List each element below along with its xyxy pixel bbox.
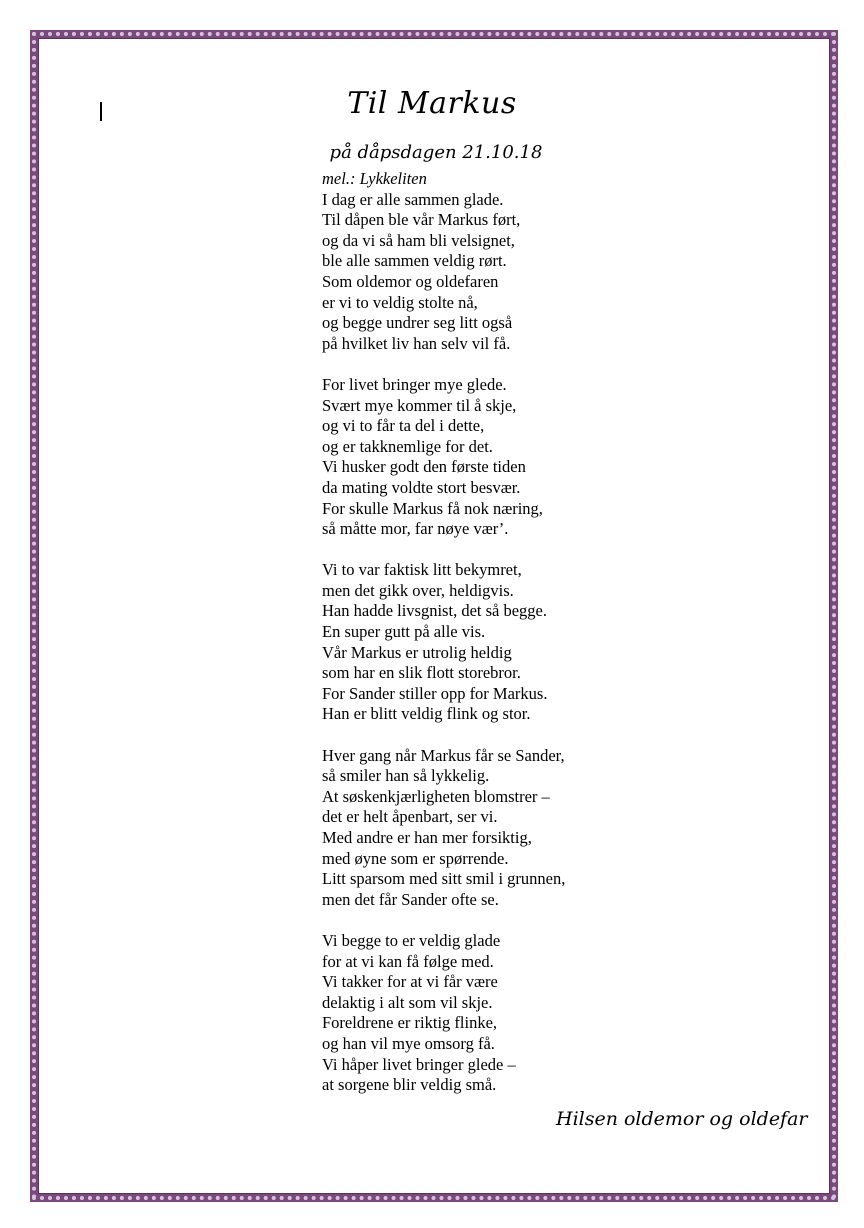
poem-line: det er helt åpenbart, ser vi. [322,807,498,827]
poem-line: Litt sparsom med sitt smil i grunnen, [322,869,566,889]
stanza-list [322,190,842,1096]
poem-line: For skulle Markus få nok næring, [322,498,543,518]
poem-body [322,169,842,1096]
poem-line: Vi husker godt den første tiden [322,457,526,477]
poem-line: Til dåpen ble vår Markus ført, [322,210,521,230]
poem-line: på hvilket liv han selv vil få. [322,333,511,353]
stanza [322,931,842,1096]
poem-line: Foreldrene er riktig flinke, [322,1013,498,1033]
poem-line: at sorgene blir veldig små. [322,1075,497,1095]
poem-line: Vår Markus er utrolig heldig [322,642,512,662]
poem-line: med øyne som er spørrende. [322,848,509,868]
poem-title: Til Markus [347,86,517,121]
poem-line: så smiler han så lykkelig. [322,766,490,786]
poem-line: men det får Sander ofte se. [322,889,499,909]
poem-line: og begge undrer seg litt også [322,313,513,333]
poem-line: En super gutt på alle vis. [322,622,486,642]
poem-line: Vi takker for at vi får være [322,972,498,992]
poem-subtitle: på dåpsdagen 21.10.18 [329,142,543,163]
stanza [322,746,842,911]
poem-line: Han er blitt veldig flink og stor. [322,704,531,724]
poem-line: Vi begge to er veldig glade [322,930,501,950]
poem-line: og da vi så ham bli velsignet, [322,230,515,250]
poem-line: og er takknemlige for det. [322,436,493,456]
poem-line: og han vil mye omsorg få. [322,1033,495,1053]
poem-line: så måtte mor, far nøye vær’. [322,519,509,539]
poem-line: Hver gang når Markus får se Sander, [322,745,565,765]
poem-line: For livet bringer mye glede. [322,374,507,394]
poem-line: da mating voldte stort besvær. [322,477,521,497]
poem-line: Vi to var faktisk litt bekymret, [322,560,522,580]
poem-line: Vi håper livet bringer glede – [322,1054,516,1074]
signature: Hilsen oldemor og oldefar [556,1108,808,1130]
stanza [322,375,842,540]
melody-note: mel.: Lykkeliten [322,169,427,188]
poem-line: At søskenkjærligheten blomstrer – [322,786,550,806]
poem-line: for at vi kan få følge med. [322,951,494,971]
poem-line: delaktig i alt som vil skje. [322,992,493,1012]
stanza [322,560,842,725]
poem-line: Som oldemor og oldefaren [322,271,499,291]
poem-line: som har en slik flott storebror. [322,663,521,683]
poem-line: Med andre er han mer forsiktig, [322,828,532,847]
poem-line: men det gikk over, heldigvis. [322,580,514,600]
poem-line: og vi to får ta del i dette, [322,416,485,436]
poem-line: Svært mye kommer til å skje, [322,395,517,415]
poem-line: For Sander stiller opp for Markus. [322,683,548,703]
poem-line: er vi to veldig stolte nå, [322,292,478,312]
poem-line: ble alle sammen veldig rørt. [322,251,507,271]
poem-line: I dag er alle sammen glade. [322,189,504,209]
stanza [322,190,842,355]
poem-line: Han hadde livsgnist, det så begge. [322,601,547,621]
